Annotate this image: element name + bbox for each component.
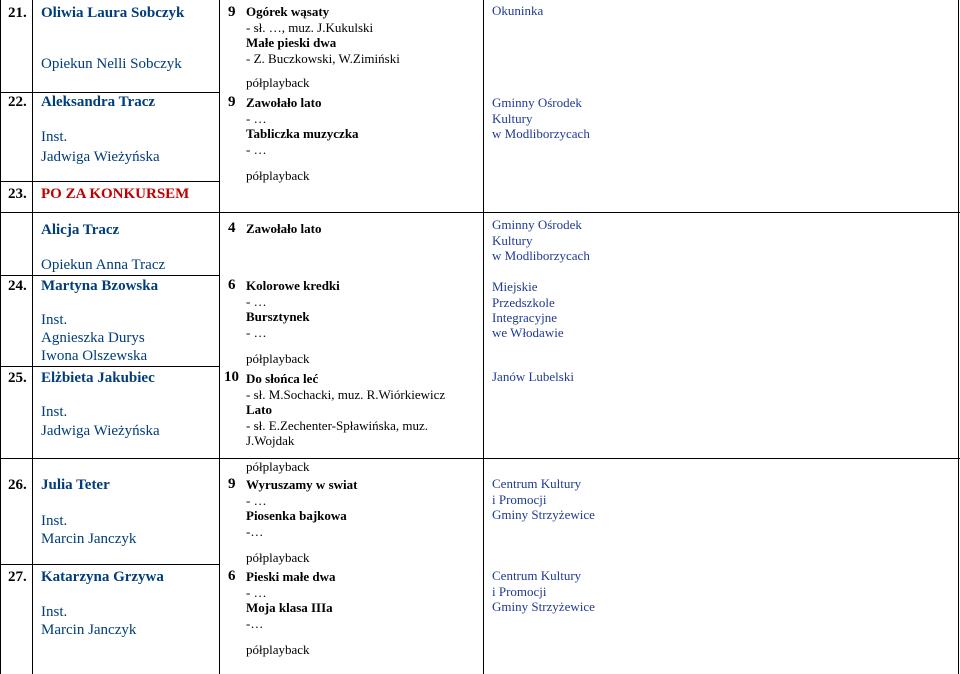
institution-line: Kultury	[492, 111, 533, 126]
instructor-label: Inst.	[41, 513, 68, 529]
song-title: Ogórek wąsaty	[246, 4, 330, 19]
institution-line: Centrum Kultury	[492, 568, 582, 583]
song-title: Lato	[246, 402, 272, 417]
participant-name: Julia Teter	[41, 477, 110, 493]
institution: Janów Lubelski	[492, 369, 574, 384]
track-type: półplayback	[246, 351, 310, 366]
age: 6	[228, 277, 236, 293]
song-credits: -…	[246, 616, 264, 631]
row-number: 22.	[8, 94, 27, 110]
song-title: Tabliczka muzyczka	[246, 126, 359, 141]
track-type: półplayback	[246, 75, 310, 90]
coach-name: Iwona Olszewska	[41, 348, 148, 364]
instructor-label: Inst.	[41, 604, 68, 620]
institution-line: we Włodawie	[492, 325, 564, 340]
coach-name: Marcin Janczyk	[41, 622, 137, 638]
coach-name: Opiekun Nelli Sobczyk	[41, 56, 182, 72]
song-title: Pieski małe dwa	[246, 569, 336, 584]
row-number: 23.	[8, 186, 27, 202]
age: 10	[224, 369, 239, 385]
song-title: Zawołało lato	[246, 95, 322, 110]
coach-name: Opiekun Anna Tracz	[41, 257, 166, 273]
institution-line: Centrum Kultury	[492, 476, 582, 491]
track-type: półplayback	[246, 168, 310, 183]
song-credits: J.Wojdak	[246, 433, 295, 448]
song-title: Do słońca leć	[246, 371, 319, 386]
song-credits: - …	[246, 142, 267, 157]
institution-line: Przedszkole	[492, 295, 555, 310]
participant-name: Elżbieta Jakubiec	[41, 370, 155, 386]
institution-line: w Modliborzycach	[492, 248, 590, 263]
age: 6	[228, 568, 236, 584]
song-credits: -…	[246, 524, 264, 539]
institution: Okuninka	[492, 3, 544, 18]
row-number: 21.	[8, 5, 27, 21]
song-title: Moja klasa IIIa	[246, 600, 333, 615]
out-of-competition-label: PO ZA KONKURSEM	[41, 186, 190, 202]
coach-name: Jadwiga Wieżyńska	[41, 149, 160, 165]
song-credits: - …	[246, 325, 267, 340]
coach-name: Agnieszka Durys	[41, 330, 145, 346]
song-title: Bursztynek	[246, 309, 310, 324]
institution-line: Gminny Ośrodek	[492, 95, 582, 110]
song-credits: - …	[246, 493, 267, 508]
song-title: Małe pieski dwa	[246, 35, 337, 50]
participant-name: Martyna Bzowska	[41, 278, 159, 294]
instructor-label: Inst.	[41, 129, 68, 145]
song-credits: - sł. …, muz. J.Kukulski	[246, 20, 374, 35]
song-credits: - …	[246, 294, 267, 309]
song-credits: - Z. Buczkowski, W.Zimiński	[246, 51, 400, 66]
institution-line: i Promocji	[492, 492, 547, 507]
track-type: półplayback	[246, 550, 310, 565]
coach-name: Jadwiga Wieżyńska	[41, 423, 160, 439]
institution-line: Gminny Ośrodek	[492, 217, 582, 232]
institution-line: Miejskie	[492, 279, 538, 294]
age: 9	[228, 4, 236, 20]
institution-line: Integracyjne	[492, 310, 557, 325]
participant-name: Katarzyna Grzywa	[41, 569, 164, 585]
row-number: 27.	[8, 569, 27, 585]
song-title: Zawołało lato	[246, 221, 322, 236]
row-number: 26.	[8, 477, 27, 493]
coach-name: Marcin Janczyk	[41, 531, 137, 547]
institution-line: Gminy Strzyżewice	[492, 599, 595, 614]
institution-line: w Modliborzycach	[492, 126, 590, 141]
row-number: 25.	[8, 370, 27, 386]
row-number: 24.	[8, 278, 27, 294]
instructor-label: Inst.	[41, 404, 68, 420]
institution-line: Gminy Strzyżewice	[492, 507, 595, 522]
participant-name: Alicja Tracz	[41, 222, 120, 238]
song-title: Kolorowe kredki	[246, 278, 340, 293]
track-type: półplayback	[246, 642, 310, 657]
song-title: Wyruszamy w swiat	[246, 477, 358, 492]
song-credits: - …	[246, 111, 267, 126]
song-credits: - sł. E.Zechenter-Spławińska, muz.	[246, 418, 429, 433]
age: 9	[228, 476, 236, 492]
song-title: Piosenka bajkowa	[246, 508, 347, 523]
age: 4	[228, 220, 236, 236]
song-credits: - sł. M.Sochacki, muz. R.Wiórkiewicz	[246, 387, 446, 402]
track-type: półplayback	[246, 459, 310, 474]
participant-name: Oliwia Laura Sobczyk	[41, 5, 185, 21]
institution-line: Kultury	[492, 233, 533, 248]
participant-name: Aleksandra Tracz	[41, 94, 156, 110]
instructor-label: Inst.	[41, 312, 68, 328]
song-credits: - …	[246, 585, 267, 600]
institution-line: i Promocji	[492, 584, 547, 599]
age: 9	[228, 94, 236, 110]
